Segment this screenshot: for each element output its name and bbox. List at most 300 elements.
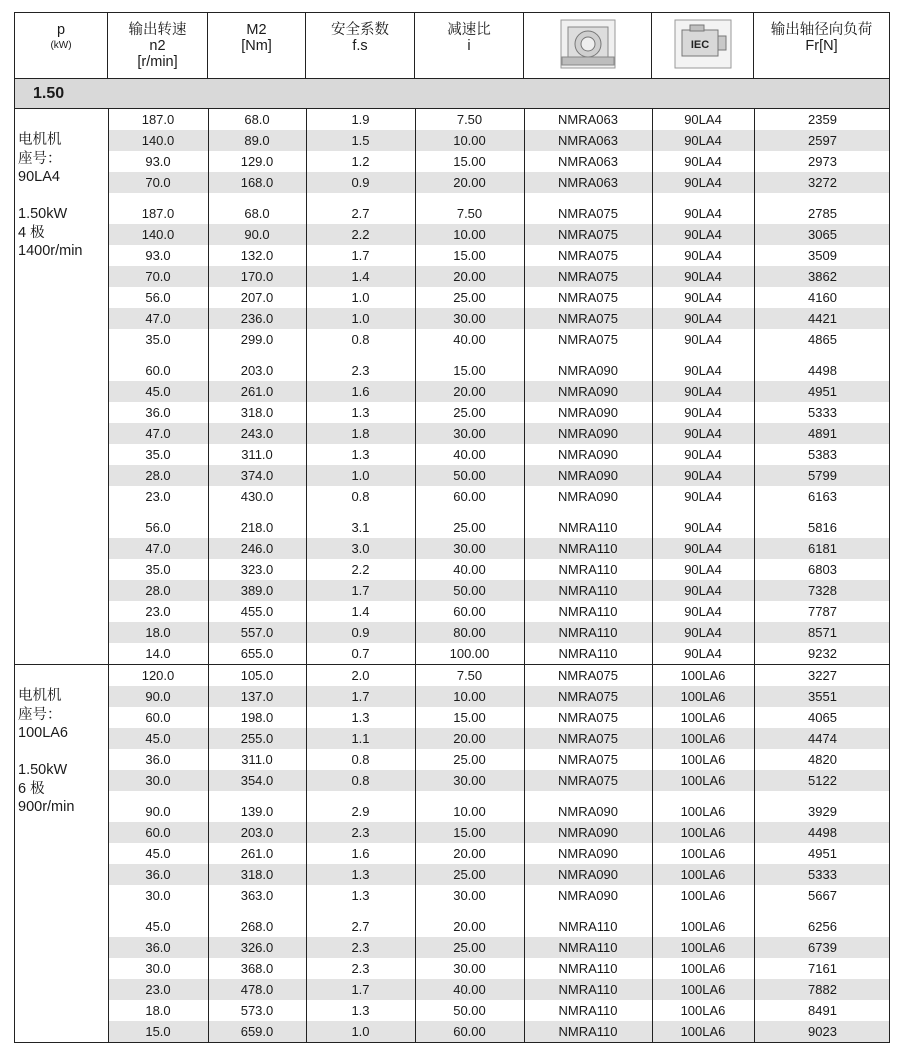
table-row <box>108 864 889 885</box>
cell-motor: 100LA6 <box>680 961 726 976</box>
block-spacer <box>108 906 889 916</box>
cell-ratio: 40.00 <box>453 562 486 577</box>
cell-ratio: 15.00 <box>453 154 486 169</box>
cell-radial-load: 4951 <box>808 846 837 861</box>
table-row <box>108 580 889 601</box>
cell-output-speed: 93.0 <box>145 248 171 263</box>
cell-gearbox: NMRA110 <box>558 541 618 556</box>
cell-motor: 90LA4 <box>684 520 722 535</box>
motor-spec-line: 1400r/min <box>18 243 83 259</box>
cell-service-factor: 0.8 <box>351 489 370 504</box>
cell-gearbox: NMRA090 <box>558 405 618 420</box>
cell-service-factor: 0.8 <box>351 752 370 767</box>
cell-output-speed: 70.0 <box>145 175 171 190</box>
cell-gearbox: NMRA075 <box>558 248 618 263</box>
table-row <box>108 643 889 664</box>
header-m2-symbol: M2 <box>246 22 267 38</box>
cell-service-factor: 0.9 <box>351 175 370 190</box>
cell-gearbox: NMRA110 <box>558 646 618 661</box>
header-ratio-label: 减速比 <box>447 22 491 38</box>
cell-service-factor: 1.7 <box>351 583 370 598</box>
table-row <box>108 151 889 172</box>
cell-output-speed: 28.0 <box>145 583 171 598</box>
cell-ratio: 15.00 <box>453 710 486 725</box>
column-divider <box>108 665 109 1042</box>
cell-output-speed: 45.0 <box>145 731 171 746</box>
cell-service-factor: 3.0 <box>351 541 370 556</box>
cell-output-speed: 56.0 <box>145 290 171 305</box>
table-row <box>108 465 889 486</box>
cell-output-speed: 93.0 <box>145 154 171 169</box>
cell-motor: 90LA4 <box>684 384 722 399</box>
cell-motor: 100LA6 <box>680 846 726 861</box>
cell-torque: 90.0 <box>244 227 270 242</box>
cell-radial-load: 4498 <box>808 825 837 840</box>
cell-radial-load: 6163 <box>808 489 837 504</box>
motor-spec <box>15 109 108 664</box>
cell-ratio: 10.00 <box>453 227 486 242</box>
table-row <box>108 885 889 906</box>
header-ratio <box>414 13 523 78</box>
cell-motor: 90LA4 <box>684 227 722 242</box>
cell-gearbox: NMRA090 <box>558 888 618 903</box>
cell-ratio: 100.00 <box>449 646 490 661</box>
cell-motor: 90LA4 <box>684 154 722 169</box>
cell-ratio: 25.00 <box>453 752 486 767</box>
cell-output-speed: 35.0 <box>145 332 171 347</box>
cell-torque: 203.0 <box>240 825 274 840</box>
cell-gearbox: NMRA090 <box>558 804 618 819</box>
cell-motor: 90LA4 <box>684 175 722 190</box>
table-row <box>108 749 889 770</box>
cell-ratio: 30.00 <box>453 311 486 326</box>
cell-motor: 100LA6 <box>680 752 726 767</box>
cell-motor: 90LA4 <box>684 426 722 441</box>
cell-gearbox: NMRA075 <box>558 227 618 242</box>
cell-radial-load: 5383 <box>808 447 837 462</box>
cell-ratio: 40.00 <box>453 982 486 997</box>
cell-motor: 90LA4 <box>684 206 722 221</box>
cell-torque: 389.0 <box>240 583 274 598</box>
cell-radial-load: 2597 <box>808 133 837 148</box>
cell-gearbox: NMRA110 <box>558 982 618 997</box>
cell-torque: 659.0 <box>240 1024 274 1039</box>
motor-spec-line: 1.50kW <box>18 762 68 778</box>
cell-torque: 236.0 <box>240 311 274 326</box>
cell-torque: 89.0 <box>244 133 270 148</box>
cell-torque: 311.0 <box>241 752 273 767</box>
cell-radial-load: 5333 <box>808 867 837 882</box>
column-divider <box>306 109 307 664</box>
cell-service-factor: 2.3 <box>351 825 370 840</box>
table-row <box>108 686 889 707</box>
cell-torque: 105.0 <box>240 668 274 683</box>
cell-radial-load: 4865 <box>808 332 837 347</box>
column-divider <box>754 665 755 1042</box>
header-fs-label: 安全系数 <box>331 22 389 38</box>
cell-gearbox: NMRA075 <box>558 311 618 326</box>
cell-gearbox: NMRA090 <box>558 825 618 840</box>
motor-spec-line: 电机机 <box>18 132 62 148</box>
data-rows <box>108 665 889 1042</box>
cell-motor: 90LA4 <box>684 541 722 556</box>
cell-ratio: 25.00 <box>453 520 486 535</box>
cell-gearbox: NMRA075 <box>558 773 618 788</box>
cell-radial-load: 3509 <box>808 248 837 263</box>
header-output-speed <box>107 13 207 78</box>
cell-ratio: 80.00 <box>453 625 486 640</box>
cell-output-speed: 30.0 <box>145 961 171 976</box>
cell-service-factor: 1.7 <box>351 689 370 704</box>
cell-radial-load: 4474 <box>808 731 837 746</box>
cell-radial-load: 2359 <box>808 112 837 127</box>
cell-motor: 100LA6 <box>680 982 726 997</box>
cell-ratio: 30.00 <box>453 888 486 903</box>
cell-output-speed: 36.0 <box>145 405 171 420</box>
cell-output-speed: 36.0 <box>145 940 171 955</box>
cell-ratio: 40.00 <box>453 332 486 347</box>
table-row <box>108 172 889 193</box>
cell-output-speed: 45.0 <box>145 384 171 399</box>
cell-motor: 90LA4 <box>684 625 722 640</box>
table-row <box>108 287 889 308</box>
motor-spec-line: 100LA6 <box>18 725 68 741</box>
cell-output-speed: 60.0 <box>145 363 171 378</box>
cell-torque: 203.0 <box>240 363 274 378</box>
cell-service-factor: 1.6 <box>351 846 370 861</box>
cell-motor: 90LA4 <box>684 405 722 420</box>
table-row <box>108 486 889 507</box>
cell-ratio: 15.00 <box>453 363 486 378</box>
cell-motor: 90LA4 <box>684 269 722 284</box>
cell-gearbox: NMRA110 <box>558 562 618 577</box>
cell-gearbox: NMRA075 <box>558 710 618 725</box>
cell-torque: 168.0 <box>240 175 274 190</box>
cell-gearbox: NMRA090 <box>558 489 618 504</box>
cell-ratio: 15.00 <box>453 825 486 840</box>
cell-gearbox: NMRA090 <box>558 867 618 882</box>
cell-ratio: 60.00 <box>453 489 486 504</box>
cell-ratio: 50.00 <box>453 583 486 598</box>
cell-radial-load: 6803 <box>808 562 837 577</box>
cell-torque: 430.0 <box>240 489 274 504</box>
cell-ratio: 30.00 <box>453 426 486 441</box>
cell-torque: 207.0 <box>240 290 274 305</box>
iec-motor-icon <box>672 17 734 71</box>
cell-output-speed: 90.0 <box>145 804 171 819</box>
cell-torque: 139.0 <box>240 804 274 819</box>
cell-service-factor: 1.0 <box>351 468 370 483</box>
cell-ratio: 15.00 <box>453 248 486 263</box>
cell-ratio: 7.50 <box>456 206 483 221</box>
cell-ratio: 25.00 <box>453 405 486 420</box>
cell-gearbox: NMRA063 <box>558 175 618 190</box>
cell-service-factor: 2.7 <box>351 206 370 221</box>
cell-radial-load: 4891 <box>808 426 837 441</box>
cell-service-factor: 1.4 <box>351 604 370 619</box>
cell-service-factor: 2.3 <box>351 961 370 976</box>
cell-output-speed: 140.0 <box>141 227 175 242</box>
column-divider <box>754 109 755 664</box>
cell-radial-load: 6181 <box>808 541 837 556</box>
cell-motor: 100LA6 <box>680 940 726 955</box>
cell-ratio: 20.00 <box>453 846 486 861</box>
table-row <box>108 622 889 643</box>
header-fr-label: 输出轴径向负荷 <box>770 22 873 38</box>
column-divider <box>524 109 525 664</box>
column-divider <box>415 109 416 664</box>
cell-torque: 132.0 <box>240 248 274 263</box>
cell-output-speed: 28.0 <box>145 468 171 483</box>
cell-output-speed: 18.0 <box>145 1003 171 1018</box>
header-ratio-symbol: i <box>467 38 471 54</box>
cell-motor: 90LA4 <box>684 489 722 504</box>
cell-gearbox: NMRA075 <box>558 290 618 305</box>
gear-motor-table <box>14 12 890 1043</box>
cell-gearbox: NMRA090 <box>558 426 618 441</box>
cell-output-speed: 140.0 <box>141 133 175 148</box>
cell-output-speed: 23.0 <box>145 982 171 997</box>
cell-ratio: 20.00 <box>453 731 486 746</box>
table-row <box>108 665 889 686</box>
cell-radial-load: 8571 <box>808 625 837 640</box>
cell-torque: 129.0 <box>240 154 274 169</box>
cell-ratio: 50.00 <box>453 1003 486 1018</box>
cell-output-speed: 18.0 <box>145 625 171 640</box>
cell-ratio: 40.00 <box>453 447 486 462</box>
section-power-band <box>14 79 890 109</box>
cell-service-factor: 1.3 <box>351 447 370 462</box>
table-row <box>108 937 889 958</box>
header-radial-load <box>753 13 890 78</box>
header-n2-unit: [r/min] <box>137 54 178 70</box>
cell-output-speed: 60.0 <box>145 825 171 840</box>
cell-gearbox: NMRA110 <box>558 961 618 976</box>
table-row <box>108 1021 889 1042</box>
cell-radial-load: 3862 <box>808 269 837 284</box>
cell-output-speed: 187.0 <box>141 112 175 127</box>
table-row <box>108 979 889 1000</box>
header-power <box>14 13 107 78</box>
cell-radial-load: 5816 <box>808 520 837 535</box>
cell-ratio: 10.00 <box>453 689 486 704</box>
cell-output-speed: 35.0 <box>145 447 171 462</box>
cell-radial-load: 5122 <box>808 773 837 788</box>
table-row <box>108 402 889 423</box>
cell-service-factor: 0.8 <box>351 332 370 347</box>
motor-spec-line: 4 极 <box>18 224 45 241</box>
cell-radial-load: 6739 <box>808 940 837 955</box>
cell-service-factor: 2.2 <box>351 227 370 242</box>
cell-motor: 90LA4 <box>684 311 722 326</box>
cell-torque: 255.0 <box>240 731 274 746</box>
cell-motor: 100LA6 <box>680 804 726 819</box>
column-divider <box>108 109 109 664</box>
cell-ratio: 10.00 <box>453 133 486 148</box>
table-row <box>108 381 889 402</box>
cell-radial-load: 5333 <box>808 405 837 420</box>
cell-torque: 243.0 <box>240 426 274 441</box>
cell-gearbox: NMRA075 <box>558 731 618 746</box>
cell-torque: 363.0 <box>240 888 274 903</box>
cell-service-factor: 2.2 <box>351 562 370 577</box>
cell-motor: 90LA4 <box>684 646 722 661</box>
motor-spec-line: 座号： <box>18 706 62 723</box>
header-power-label: p <box>56 22 66 38</box>
cell-ratio: 50.00 <box>453 468 486 483</box>
cell-motor: 100LA6 <box>680 888 726 903</box>
cell-ratio: 30.00 <box>453 961 486 976</box>
cell-torque: 326.0 <box>240 940 274 955</box>
cell-service-factor: 1.1 <box>351 731 370 746</box>
cell-torque: 299.0 <box>240 332 274 347</box>
cell-service-factor: 1.3 <box>351 710 370 725</box>
cell-ratio: 60.00 <box>453 604 486 619</box>
cell-torque: 261.0 <box>240 384 274 399</box>
table-row <box>108 538 889 559</box>
header-fr-unit: Fr[N] <box>805 38 838 54</box>
motor-spec <box>15 665 108 1042</box>
cell-radial-load: 4421 <box>808 311 837 326</box>
header-n2-symbol: n2 <box>149 38 166 54</box>
cell-motor: 90LA4 <box>684 332 722 347</box>
cell-gearbox: NMRA075 <box>558 269 618 284</box>
cell-output-speed: 90.0 <box>145 689 171 704</box>
cell-service-factor: 1.3 <box>351 1003 370 1018</box>
table-header <box>14 12 890 79</box>
cell-motor: 100LA6 <box>680 668 726 683</box>
cell-service-factor: 1.0 <box>351 290 370 305</box>
cell-service-factor: 0.7 <box>351 646 370 661</box>
cell-service-factor: 0.8 <box>351 773 370 788</box>
cell-motor: 90LA4 <box>684 363 722 378</box>
cell-service-factor: 1.0 <box>351 311 370 326</box>
cell-torque: 557.0 <box>240 625 274 640</box>
cell-motor: 100LA6 <box>680 731 726 746</box>
cell-motor: 100LA6 <box>680 867 726 882</box>
cell-output-speed: 30.0 <box>145 773 171 788</box>
cell-service-factor: 1.6 <box>351 384 370 399</box>
cell-radial-load: 3929 <box>808 804 837 819</box>
cell-output-speed: 70.0 <box>145 269 171 284</box>
header-gearbox <box>523 13 651 78</box>
table-row <box>108 360 889 381</box>
block-spacer <box>108 193 889 203</box>
cell-gearbox: NMRA090 <box>558 384 618 399</box>
cell-ratio: 20.00 <box>453 919 486 934</box>
table-row <box>108 444 889 465</box>
cell-gearbox: NMRA090 <box>558 846 618 861</box>
motor-spec-line <box>18 743 108 762</box>
motor-spec-line: 90LA4 <box>18 169 60 185</box>
cell-radial-load: 5799 <box>808 468 837 483</box>
cell-torque: 354.0 <box>240 773 274 788</box>
table-row <box>108 266 889 287</box>
cell-torque: 455.0 <box>240 604 274 619</box>
cell-gearbox: NMRA075 <box>558 206 618 221</box>
table-row <box>108 517 889 538</box>
cell-output-speed: 120.0 <box>141 668 175 683</box>
cell-radial-load: 4951 <box>808 384 837 399</box>
cell-motor: 100LA6 <box>680 825 726 840</box>
cell-gearbox: NMRA075 <box>558 689 618 704</box>
cell-service-factor: 2.0 <box>351 668 370 683</box>
cell-service-factor: 1.3 <box>351 867 370 882</box>
table-row <box>108 329 889 350</box>
cell-output-speed: 47.0 <box>145 541 171 556</box>
section-power-value: 1.50 <box>33 85 65 102</box>
motor-spec-line: 6 极 <box>18 780 45 797</box>
cell-output-speed: 30.0 <box>145 888 171 903</box>
table-row <box>108 770 889 791</box>
cell-torque: 137.0 <box>240 689 274 704</box>
cell-service-factor: 1.7 <box>351 982 370 997</box>
table-row <box>108 801 889 822</box>
cell-gearbox: NMRA075 <box>558 752 618 767</box>
cell-torque: 478.0 <box>240 982 274 997</box>
cell-torque: 170.0 <box>240 269 274 284</box>
column-divider <box>652 665 653 1042</box>
column-divider <box>652 109 653 664</box>
cell-ratio: 25.00 <box>453 940 486 955</box>
motor-spec-line: 900r/min <box>18 799 75 815</box>
cell-motor: 90LA4 <box>684 133 722 148</box>
header-n2-label: 输出转速 <box>128 22 187 38</box>
table-row <box>108 958 889 979</box>
cell-output-speed: 187.0 <box>141 206 175 221</box>
motor-spec-line: 1.50kW <box>18 206 68 222</box>
cell-service-factor: 2.3 <box>351 363 370 378</box>
table-row <box>108 308 889 329</box>
cell-ratio: 10.00 <box>453 804 486 819</box>
table-row <box>108 843 889 864</box>
cell-output-speed: 47.0 <box>145 426 171 441</box>
cell-motor: 100LA6 <box>680 710 726 725</box>
cell-gearbox: NMRA090 <box>558 468 618 483</box>
cell-service-factor: 1.8 <box>351 426 370 441</box>
cell-service-factor: 1.3 <box>351 405 370 420</box>
cell-torque: 318.0 <box>240 405 274 420</box>
column-divider <box>306 665 307 1042</box>
cell-motor: 100LA6 <box>680 1003 726 1018</box>
cell-service-factor: 2.9 <box>351 804 370 819</box>
table-row <box>108 109 889 130</box>
cell-radial-load: 8491 <box>808 1003 837 1018</box>
block-spacer <box>108 350 889 360</box>
cell-gearbox: NMRA075 <box>558 668 618 683</box>
cell-output-speed: 60.0 <box>145 710 171 725</box>
cell-service-factor: 1.9 <box>351 112 370 127</box>
table-row <box>108 224 889 245</box>
cell-service-factor: 2.7 <box>351 919 370 934</box>
cell-motor: 90LA4 <box>684 248 722 263</box>
cell-torque: 68.0 <box>244 112 270 127</box>
cell-output-speed: 45.0 <box>145 919 171 934</box>
gearbox-icon <box>558 17 618 71</box>
header-fs-symbol: f.s <box>352 38 368 54</box>
table-row <box>108 822 889 843</box>
cell-radial-load: 4498 <box>808 363 837 378</box>
cell-service-factor: 1.3 <box>351 888 370 903</box>
cell-radial-load: 3272 <box>808 175 837 190</box>
cell-output-speed: 23.0 <box>145 489 171 504</box>
cell-service-factor: 2.3 <box>351 940 370 955</box>
cell-torque: 268.0 <box>240 919 274 934</box>
header-power-unit: (kW) <box>50 40 72 51</box>
table-body <box>14 109 890 1043</box>
cell-radial-load: 2973 <box>808 154 837 169</box>
table-row <box>108 559 889 580</box>
